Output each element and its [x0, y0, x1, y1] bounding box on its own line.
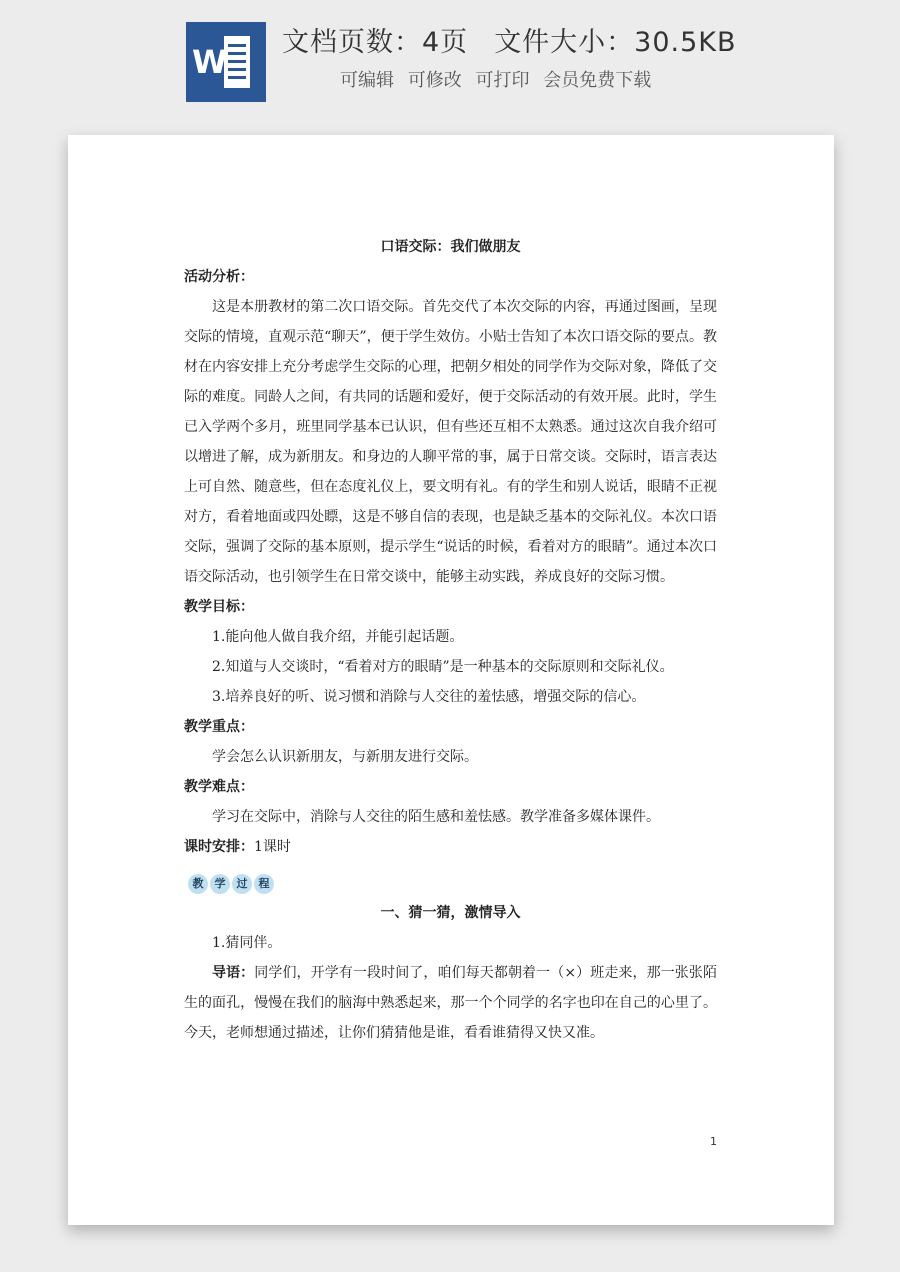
document-page [68, 135, 834, 1225]
file-info [282, 20, 737, 59]
goals-heading: 教学目标： [184, 599, 254, 615]
feature-item: 可打印 [475, 70, 530, 91]
difficulty-heading: 教学难点： [184, 779, 254, 795]
badge-char: 学 [210, 874, 230, 894]
page-number: 1 [710, 1135, 717, 1148]
key-point-heading: 教学重点： [184, 719, 254, 735]
schedule-text: 1课时 [254, 839, 291, 855]
goal-item: 1.能向他人做自我介绍，并能引起话题。 [212, 629, 464, 645]
goal-item: 2.知道与人交谈时，“看着对方的眼睛”是一种基本的交际原则和交际礼仪。 [212, 659, 674, 675]
document-content [184, 232, 717, 1048]
feature-item: 可编辑 [340, 70, 394, 91]
file-size: 文件大小：30.5KB [494, 27, 737, 58]
feature-list [340, 66, 659, 92]
feature-item: 会员免费下载 [543, 70, 652, 91]
download-banner [0, 0, 900, 120]
badge-char: 程 [254, 874, 274, 894]
activity-heading: 活动分析： [184, 269, 254, 285]
section-item: 1.猜同伴。 [212, 935, 282, 951]
badge-char: 过 [232, 874, 252, 894]
intro-paragraph [184, 958, 717, 1048]
feature-item: 可修改 [407, 70, 462, 91]
key-point-text: 学会怎么认识新朋友，与新朋友进行交际。 [212, 749, 478, 765]
page-count: 文档页数：4页 [282, 27, 469, 58]
section-title: 一、猜一猜，激情导入 [380, 905, 521, 921]
badge-char: 教 [188, 874, 208, 894]
teaching-process-badge [188, 874, 717, 894]
word-document-icon: W [186, 22, 266, 102]
intro-label: 导语： [212, 965, 255, 981]
difficulty-text: 学习在交际中，消除与人交往的陌生感和羞怯感。教学准备多媒体课件。 [212, 809, 660, 825]
goal-item: 3.培养良好的听、说习惯和消除与人交往的羞怯感，增强交际的信心。 [212, 689, 646, 705]
schedule-heading: 课时安排： [184, 839, 254, 855]
intro-text: 同学们，开学有一段时间了，咱们每天都朝着一（×）班走来，那一张张陌生的面孔，慢慢在我们的脑海中熟悉起来，那一个个同学的名字也印在自己的心里了。今天，老师想通过描述，让你们猜猜他是谁，看看谁猜得又快又准。 [184, 965, 717, 1041]
schedule-line [184, 832, 717, 862]
activity-paragraph: 这是本册教材的第二次口语交际。首先交代了本次交际的内容，再通过图画，呈现交际的情境，直观示范“聊天”，便于学生效仿。小贴士告知了本次口语交际的要点。教材在内容安排上充分考虑学生交际的心理，把朝夕相处的同学作为交际对象，降低了交际的难度。同龄人之间，有共同的话题和爱好，便于交际活动的有效开展。此时，学生已入学两个多月，班里同学基本已认识，但有些还互相不太熟悉。通过这次自我介绍可以增进了解，成为新朋友。和身边的人聊平常的事，属于日常交谈。交际时，语言表达上可自然、随意些，但在态度礼仪上，要文明有礼。有的学生和别人说话，眼睛不正视对方，看着地面或四处瞟，这是不够自信的表现，也是缺乏基本的交际礼仪。本次口语交际，强调了交际的基本原则，提示学生“说话的时候，看着对方的眼睛”。通过本次口语交际活动，也引领学生在日常交谈中，能够主动实践，养成良好的交际习惯。 [184, 299, 717, 585]
document-title: 口语交际：我们做朋友 [380, 239, 521, 255]
